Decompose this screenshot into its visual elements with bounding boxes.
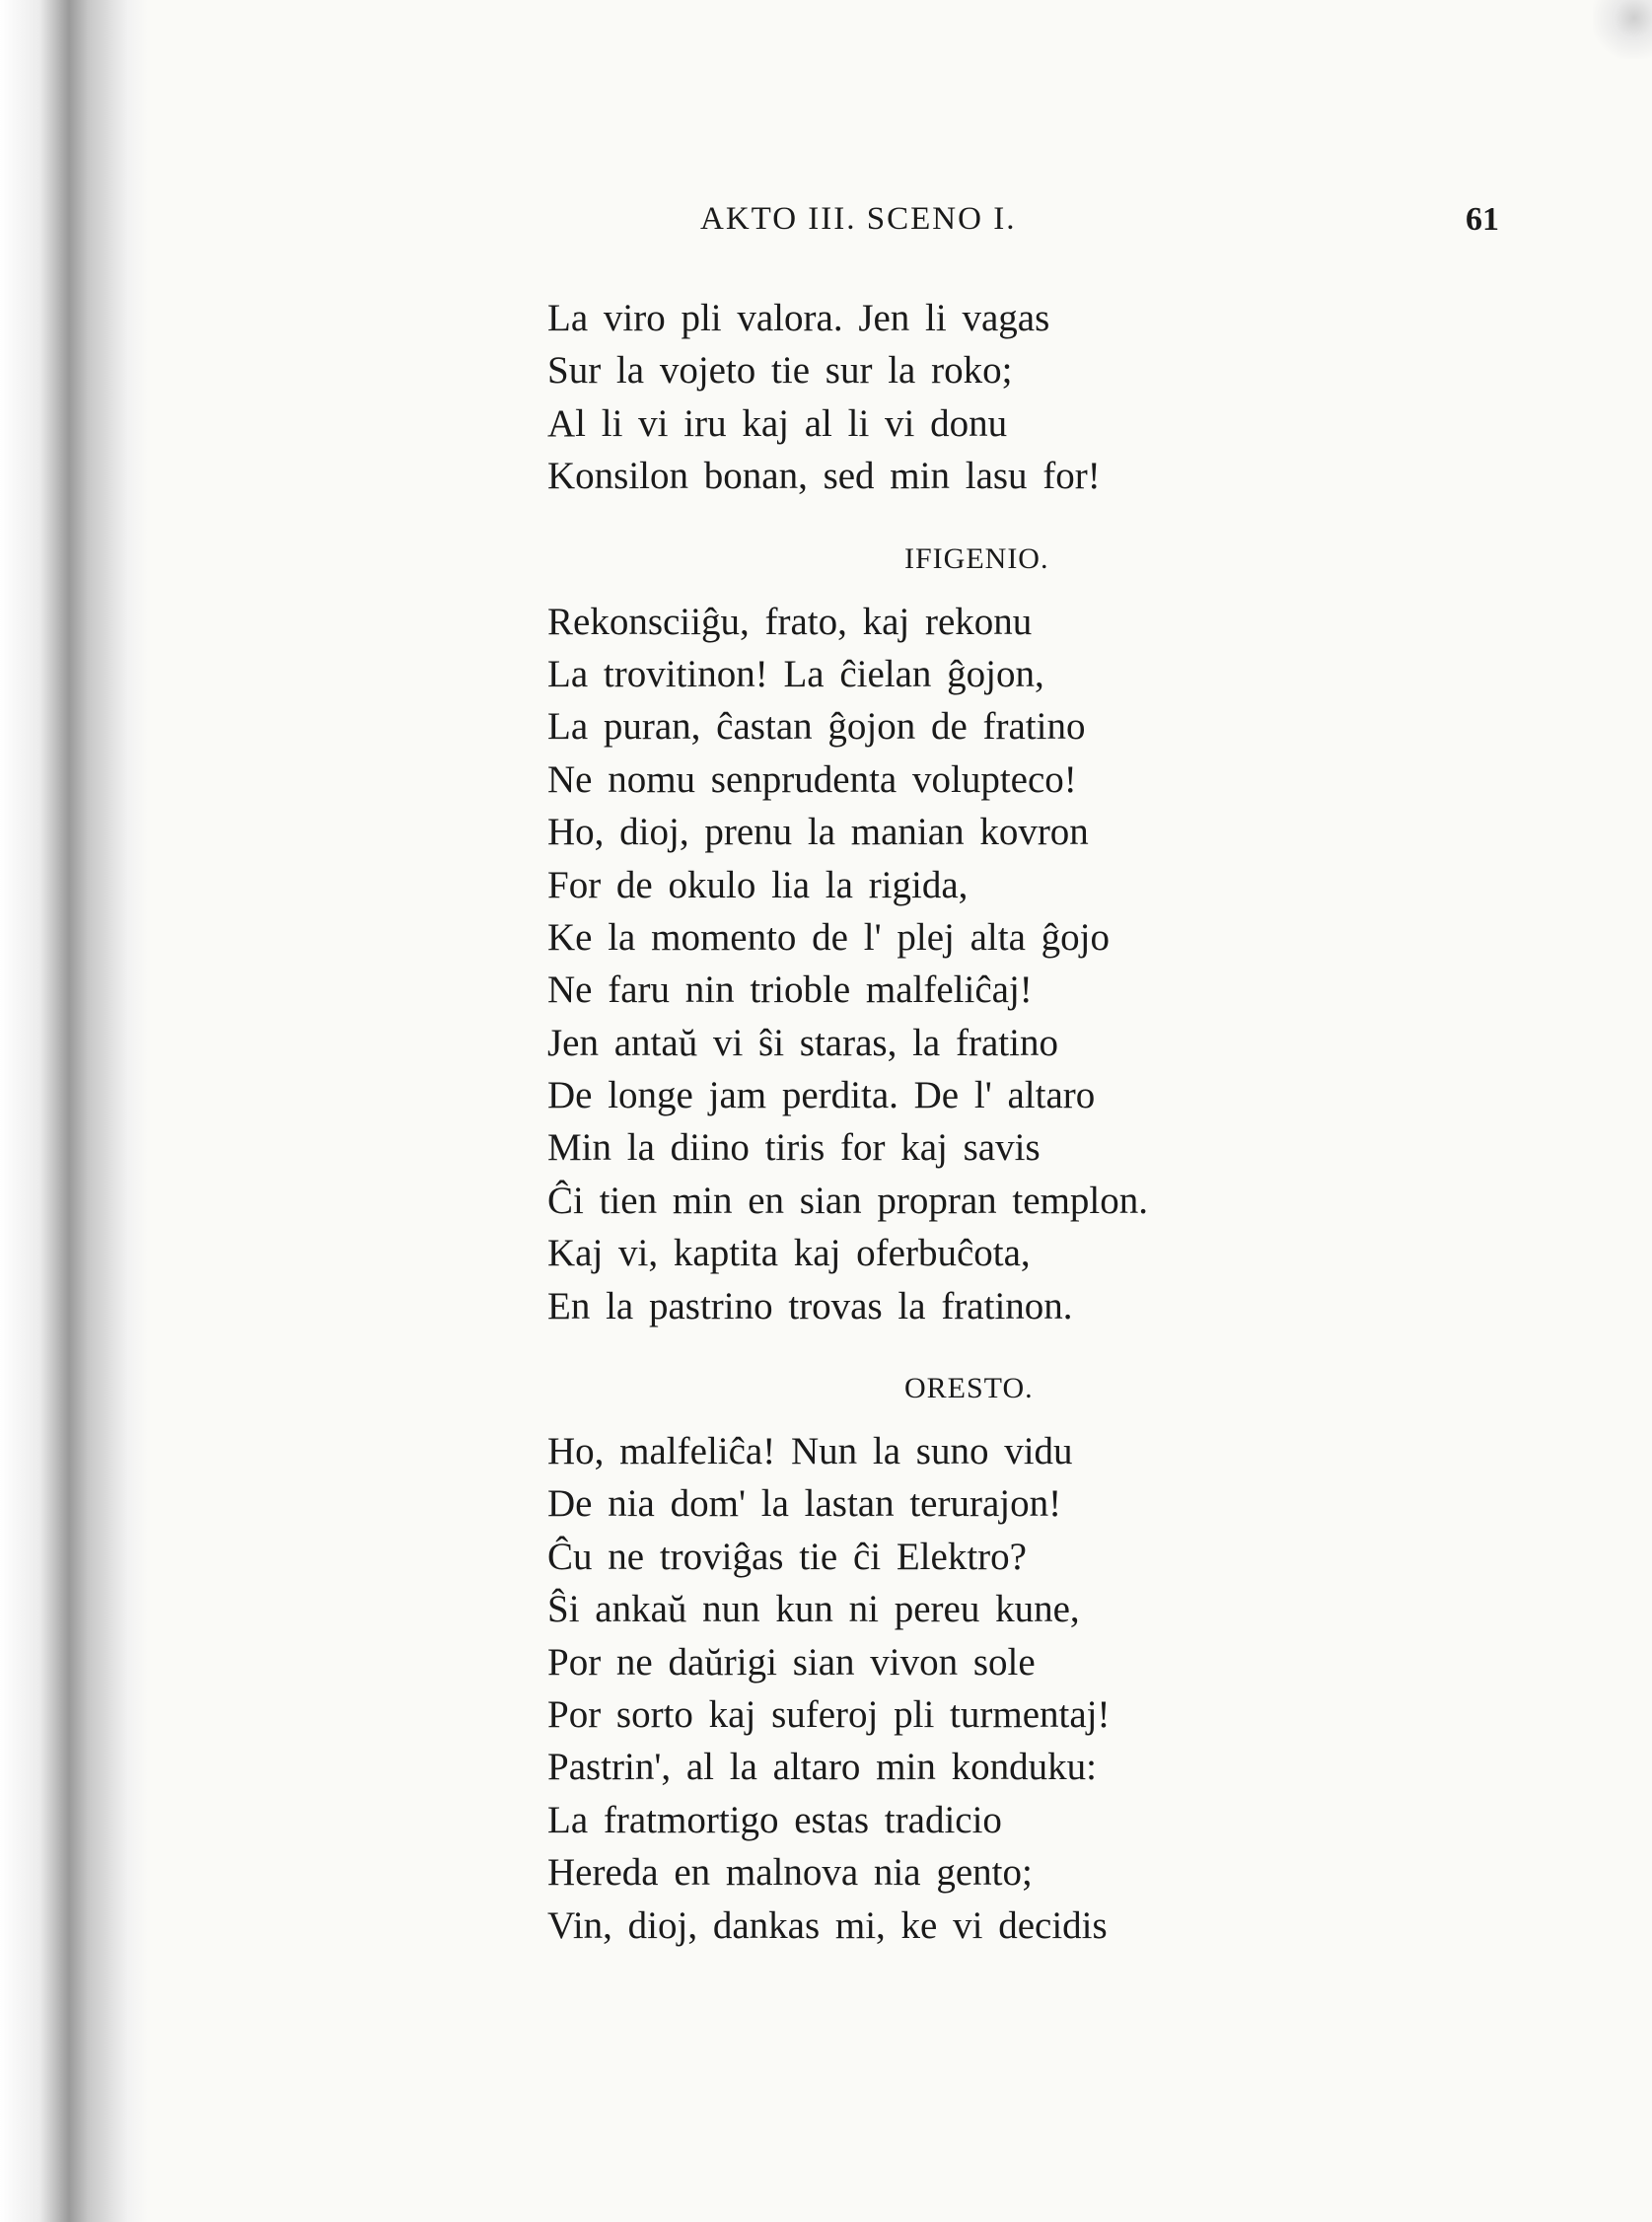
verse-line: For de okulo lia la rigida, [547, 863, 969, 906]
running-head: AKTO III. SCENO I. [700, 201, 1017, 237]
verse-line: Ĉu ne troviĝas tie ĉi Elektro? [547, 1535, 1027, 1578]
verse-line: Por sorto kaj suferoj pli turmentaj! [547, 1692, 1111, 1736]
verse-line: La viro pli valora. Jen li vagas [547, 297, 1050, 339]
verse-line: Ne nomu senprudenta volupteco! [547, 757, 1077, 801]
verse-line: La fratmortigo estas tradicio [547, 1798, 1002, 1841]
verse-line: Al li vi iru kaj al li vi donu [547, 401, 1008, 445]
verse-line: Hereda en malnova nia gento; [547, 1851, 1033, 1895]
scan-speck [1593, 0, 1652, 59]
verse-line: Ke la momento de l' plej alta ĝojo [547, 915, 1110, 959]
verse-line: Konsilon bonan, sed min lasu for! [547, 455, 1101, 498]
speaker-name-ifigenio: IFIGENIO. [904, 541, 1049, 575]
verse-line: Jen antaŭ vi ŝi staras, la fratino [547, 1021, 1058, 1064]
verse-line: Sur la vojeto tie sur la roko; [547, 349, 1013, 393]
verse-line: Por ne daŭrigi sian vivon sole [547, 1640, 1036, 1684]
page-binding-edge [0, 0, 148, 2222]
verse-line: En la pastrino trovas la fratinon. [547, 1284, 1073, 1327]
verse-line: De longe jam perdita. De l' altaro [547, 1074, 1096, 1117]
verse-line: Rekonsciiĝu, frato, kaj rekonu [547, 600, 1033, 643]
speaker-name-oresto: ORESTO. [904, 1372, 1034, 1405]
verse-line: La puran, ĉastan ĝojon de fratino [547, 705, 1086, 749]
verse-line: Ho, dioj, prenu la manian kovron [547, 811, 1089, 854]
verse-line: Kaj vi, kaptita kaj oferbuĉota, [547, 1232, 1031, 1275]
verse-line: Min la diino tiris for kaj savis [547, 1126, 1041, 1170]
page-header [0, 201, 1652, 256]
verse-line: De nia dom' la lastan terurajon! [547, 1482, 1062, 1526]
verse-text [547, 292, 1534, 1952]
verse-line: Ŝi ankaŭ nun kun ni pereu kune, [547, 1588, 1080, 1631]
page-number: 61 [1466, 201, 1499, 238]
verse-line: Ho, malfeliĉa! Nun la suno vidu [547, 1430, 1073, 1473]
verse-line: Vin, dioj, dankas mi, ke vi decidis [547, 1903, 1108, 1947]
verse-line: Pastrin', al la altaro min konduku: [547, 1746, 1097, 1789]
verse-line: Ĉi tien min en sian propran templon. [547, 1179, 1148, 1222]
verse-line: La trovitinon! La ĉielan ĝojon, [547, 652, 1044, 695]
verse-line: Ne faru nin trioble malfeliĉaj! [547, 968, 1033, 1012]
